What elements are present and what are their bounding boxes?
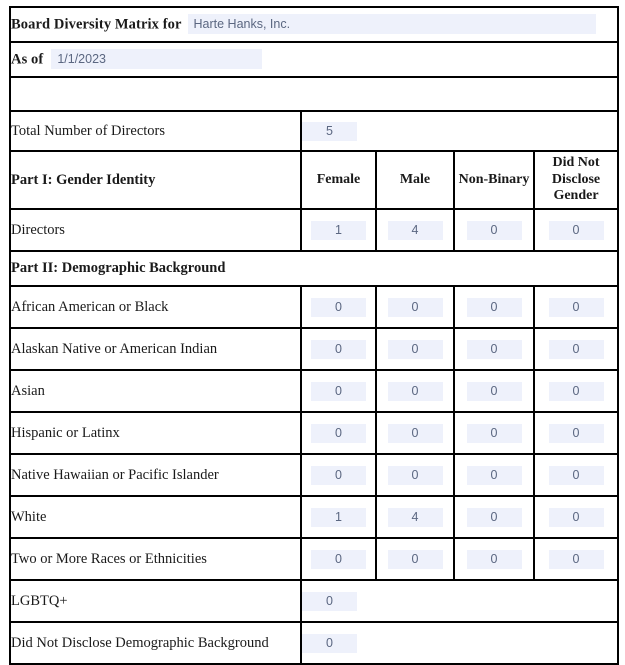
value-female[interactable]: 0 [311, 382, 366, 401]
cell-female [301, 286, 376, 328]
table-row-part1-header [10, 151, 618, 209]
directors-label: Directors [10, 209, 301, 251]
cell-non-binary [454, 538, 534, 580]
cell-female [301, 454, 376, 496]
value-non-binary[interactable]: 0 [467, 340, 522, 359]
asof-date-field[interactable]: 1/1/2023 [51, 49, 262, 69]
title-cell [10, 7, 618, 42]
table-row-directors [10, 209, 618, 251]
cell-female [301, 328, 376, 370]
cell-did-not-disclose [534, 370, 618, 412]
cell-non-binary [454, 454, 534, 496]
value-male[interactable]: 0 [388, 298, 443, 317]
matrix-title-label: Board Diversity Matrix for [11, 16, 182, 33]
table-row-asof [10, 42, 618, 77]
cell-non-binary [454, 370, 534, 412]
cell-male [376, 412, 454, 454]
cell-female [301, 538, 376, 580]
value-female[interactable]: 0 [311, 424, 366, 443]
value-male[interactable]: 0 [388, 424, 443, 443]
value-male[interactable]: 0 [388, 382, 443, 401]
value-non-binary[interactable]: 0 [467, 424, 522, 443]
part2-section-label: Part II: Demographic Background [10, 251, 618, 286]
value-female[interactable]: 0 [311, 550, 366, 569]
cell-non-binary [454, 328, 534, 370]
cell-did-not-disclose [534, 328, 618, 370]
directors-did-not-disclose-value[interactable]: 0 [549, 221, 604, 240]
column-header-non-binary: Non-Binary [454, 151, 534, 209]
cell-male [376, 496, 454, 538]
table-row-total-directors [10, 111, 618, 151]
row-label: Asian [10, 370, 301, 412]
row-label: Two or More Races or Ethnicities [10, 538, 301, 580]
cell-non-binary [454, 496, 534, 538]
value-did-not-disclose[interactable]: 0 [549, 298, 604, 317]
table-row [10, 328, 618, 370]
cell-did-not-disclose [534, 496, 618, 538]
directors-female-cell [301, 209, 376, 251]
value-male[interactable]: 0 [388, 550, 443, 569]
value-did-not-disclose[interactable]: 0 [549, 382, 604, 401]
directors-non-binary-cell [454, 209, 534, 251]
table-row [10, 454, 618, 496]
value-male[interactable]: 0 [388, 466, 443, 485]
did-not-disclose-background-value[interactable]: 0 [302, 634, 357, 653]
column-header-female: Female [301, 151, 376, 209]
cell-female [301, 496, 376, 538]
cell-non-binary [454, 412, 534, 454]
asof-label: As of [11, 51, 44, 68]
table-row [10, 496, 618, 538]
total-directors-value-cell [301, 111, 618, 151]
value-did-not-disclose[interactable]: 0 [549, 424, 604, 443]
value-female[interactable]: 0 [311, 340, 366, 359]
part1-section-label: Part I: Gender Identity [10, 151, 301, 209]
table-row-separator-band [10, 77, 618, 111]
cell-female [301, 370, 376, 412]
row-label: Hispanic or Latinx [10, 412, 301, 454]
table-row-part2-header [10, 251, 618, 286]
table-row [10, 370, 618, 412]
company-name-field[interactable]: Harte Hanks, Inc. [188, 14, 596, 34]
cell-non-binary [454, 286, 534, 328]
total-directors-label: Total Number of Directors [10, 111, 301, 151]
cell-did-not-disclose [534, 538, 618, 580]
column-header-male: Male [376, 151, 454, 209]
directors-male-value[interactable]: 4 [388, 221, 443, 240]
directors-female-value[interactable]: 1 [311, 221, 366, 240]
table-row-did-not-disclose-background [10, 622, 618, 664]
row-label: Native Hawaiian or Pacific Islander [10, 454, 301, 496]
did-not-disclose-background-label: Did Not Disclose Demographic Background [10, 622, 301, 664]
table-row-title [10, 7, 618, 42]
asof-cell [10, 42, 618, 77]
cell-male [376, 286, 454, 328]
value-did-not-disclose[interactable]: 0 [549, 508, 604, 527]
value-male[interactable]: 4 [388, 508, 443, 527]
cell-male [376, 538, 454, 580]
value-non-binary[interactable]: 0 [467, 382, 522, 401]
lgbtq-value[interactable]: 0 [302, 592, 357, 611]
cell-male [376, 328, 454, 370]
table-row-lgbtq [10, 580, 618, 622]
board-diversity-matrix-table [9, 6, 619, 665]
cell-female [301, 412, 376, 454]
value-female[interactable]: 0 [311, 298, 366, 317]
value-non-binary[interactable]: 0 [467, 550, 522, 569]
row-label: Alaskan Native or American Indian [10, 328, 301, 370]
row-label: African American or Black [10, 286, 301, 328]
cell-male [376, 454, 454, 496]
directors-did-not-disclose-cell [534, 209, 618, 251]
cell-male [376, 370, 454, 412]
did-not-disclose-background-value-cell [301, 622, 618, 664]
cell-did-not-disclose [534, 412, 618, 454]
cell-did-not-disclose [534, 286, 618, 328]
value-female[interactable]: 0 [311, 466, 366, 485]
value-male[interactable]: 0 [388, 340, 443, 359]
directors-male-cell [376, 209, 454, 251]
cell-did-not-disclose [534, 454, 618, 496]
row-label: White [10, 496, 301, 538]
value-non-binary[interactable]: 0 [467, 298, 522, 317]
column-header-did-not-disclose-gender: Did Not Disclose Gender [534, 151, 618, 209]
separator-band [10, 77, 618, 111]
lgbtq-value-cell [301, 580, 618, 622]
value-did-not-disclose[interactable]: 0 [549, 550, 604, 569]
value-did-not-disclose[interactable]: 0 [549, 466, 604, 485]
value-female[interactable]: 1 [311, 508, 366, 527]
total-directors-value[interactable]: 5 [302, 122, 357, 141]
value-non-binary[interactable]: 0 [467, 508, 522, 527]
lgbtq-label: LGBTQ+ [10, 580, 301, 622]
value-non-binary[interactable]: 0 [467, 466, 522, 485]
table-row [10, 286, 618, 328]
table-row [10, 538, 618, 580]
table-row [10, 412, 618, 454]
directors-non-binary-value[interactable]: 0 [467, 221, 522, 240]
value-did-not-disclose[interactable]: 0 [549, 340, 604, 359]
